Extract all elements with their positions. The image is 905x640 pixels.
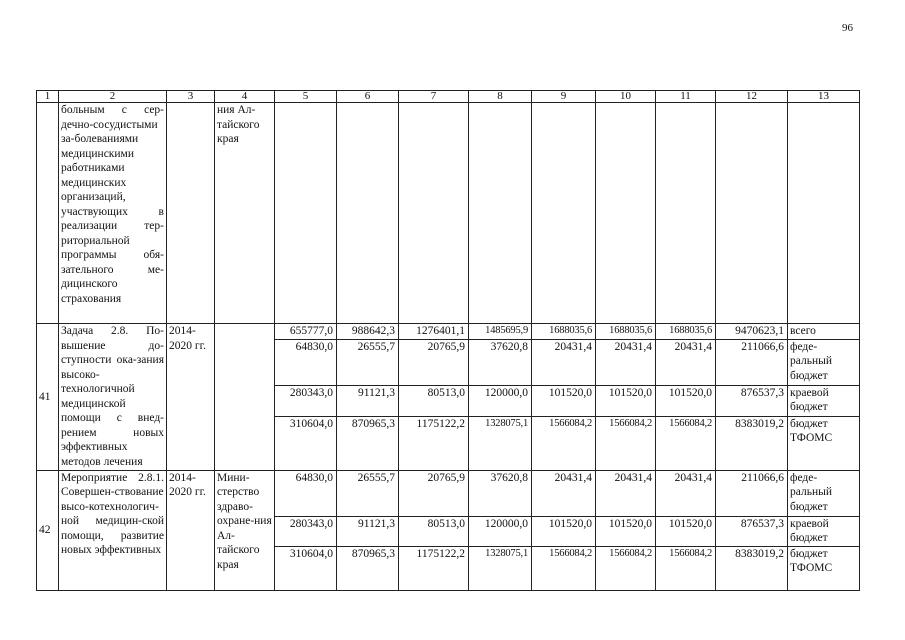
value-cell: 870965,3 <box>337 416 399 470</box>
value-cell: 1566084,2 <box>656 416 716 470</box>
continuation-row <box>37 103 860 324</box>
source-cell: краевой бюджет <box>788 385 860 416</box>
header-cell: 8 <box>469 91 532 103</box>
header-cell: 4 <box>215 91 275 103</box>
source-cell: феде-ральный бюджет <box>788 339 860 385</box>
task-text: Задача 2.8. По-вышение до-ступности ока-зания высоко-технологичной медицинской помощи с внед-рением новых эффективных методов лечения <box>59 324 167 471</box>
empty-cell <box>788 103 860 324</box>
header-row <box>37 91 860 103</box>
value-cell: 1566084,2 <box>532 416 596 470</box>
empty-cell <box>716 103 788 324</box>
value-cell: 1276401,1 <box>399 324 469 340</box>
header-cell: 9 <box>532 91 596 103</box>
value-cell: 91121,3 <box>337 516 399 546</box>
empty-cell <box>399 103 469 324</box>
value-cell: 101520,0 <box>596 385 656 416</box>
header-cell: 11 <box>656 91 716 103</box>
header-cell: 7 <box>399 91 469 103</box>
header-cell: 3 <box>167 91 215 103</box>
header-cell: 5 <box>275 91 337 103</box>
value-cell: 20431,4 <box>656 470 716 516</box>
value-cell: 37620,8 <box>469 339 532 385</box>
source-cell: феде-ральный бюджет <box>788 470 860 516</box>
value-cell: 1566084,2 <box>656 546 716 590</box>
header-cell: 13 <box>788 91 860 103</box>
row-number-cell <box>37 103 59 324</box>
value-cell: 64830,0 <box>275 339 337 385</box>
budget-table <box>36 90 860 591</box>
source-cell: бюджет ТФОМС <box>788 416 860 470</box>
row-number: 41 <box>37 324 59 471</box>
period-cell: 2014-2020 гг. <box>167 324 215 471</box>
value-cell: 280343,0 <box>275 516 337 546</box>
source-cell: всего <box>788 324 860 340</box>
empty-cell <box>532 103 596 324</box>
value-cell: 20431,4 <box>596 470 656 516</box>
value-cell: 80513,0 <box>399 516 469 546</box>
value-cell: 870965,3 <box>337 546 399 590</box>
measure-text: Мероприятие 2.8.1. Совершен-ствование высо-котехнологич-ной медицин-ской помощи, развитие новых эффективных <box>59 470 167 590</box>
period-cell <box>167 103 215 324</box>
executor-cell <box>215 324 275 471</box>
value-cell: 655777,0 <box>275 324 337 340</box>
value-cell: 8383019,2 <box>716 416 788 470</box>
value-cell: 20431,4 <box>656 339 716 385</box>
value-cell: 80513,0 <box>399 385 469 416</box>
value-cell: 101520,0 <box>532 516 596 546</box>
empty-cell <box>275 103 337 324</box>
value-cell: 1566084,2 <box>596 416 656 470</box>
header-cell: 10 <box>596 91 656 103</box>
value-cell: 1566084,2 <box>596 546 656 590</box>
empty-cell <box>596 103 656 324</box>
empty-cell <box>656 103 716 324</box>
value-cell: 1566084,2 <box>532 546 596 590</box>
value-cell: 1175122,2 <box>399 546 469 590</box>
value-cell: 101520,0 <box>656 385 716 416</box>
value-cell: 20431,4 <box>532 339 596 385</box>
empty-cell <box>337 103 399 324</box>
value-cell: 876537,3 <box>716 516 788 546</box>
page-number: 96 <box>842 22 853 34</box>
value-cell: 20765,9 <box>399 470 469 516</box>
value-cell: 37620,8 <box>469 470 532 516</box>
value-cell: 101520,0 <box>596 516 656 546</box>
value-cell: 310604,0 <box>275 546 337 590</box>
source-cell: бюджет ТФОМС <box>788 546 860 590</box>
value-cell: 1688035,6 <box>532 324 596 340</box>
value-cell: 91121,3 <box>337 385 399 416</box>
empty-cell <box>469 103 532 324</box>
value-cell: 64830,0 <box>275 470 337 516</box>
value-cell: 280343,0 <box>275 385 337 416</box>
source-cell: краевой бюджет <box>788 516 860 546</box>
value-cell: 1328075,1 <box>469 416 532 470</box>
value-cell: 1328075,1 <box>469 546 532 590</box>
value-cell: 1688035,6 <box>656 324 716 340</box>
value-cell: 1485695,9 <box>469 324 532 340</box>
row-number: 42 <box>37 470 59 590</box>
budget-table-wrapper <box>36 90 860 591</box>
header-cell: 6 <box>337 91 399 103</box>
value-cell: 876537,3 <box>716 385 788 416</box>
value-cell: 1175122,2 <box>399 416 469 470</box>
table-row <box>37 470 860 516</box>
value-cell: 120000,0 <box>469 385 532 416</box>
value-cell: 211066,6 <box>716 470 788 516</box>
value-cell: 26555,7 <box>337 470 399 516</box>
value-cell: 101520,0 <box>656 516 716 546</box>
value-cell: 310604,0 <box>275 416 337 470</box>
value-cell: 20431,4 <box>532 470 596 516</box>
value-cell: 9470623,1 <box>716 324 788 340</box>
value-cell: 20431,4 <box>596 339 656 385</box>
value-cell: 211066,6 <box>716 339 788 385</box>
executor-cell: ния Ал-тайского края <box>215 103 275 324</box>
period-cell: 2014-2020 гг. <box>167 470 215 590</box>
value-cell: 101520,0 <box>532 385 596 416</box>
value-cell: 1688035,6 <box>596 324 656 340</box>
table-row <box>37 324 860 340</box>
value-cell: 20765,9 <box>399 339 469 385</box>
header-cell: 2 <box>59 91 167 103</box>
continuation-text: больным с сер-дечно-сосудистыми за-болеваниями медицинскими работниками медицинских организаций, участвующих в реализации тер-риториальной программы обя-зательного ме-дицинского страхования <box>59 103 167 324</box>
executor-cell: Мини-стерство здраво-охране-ния Ал-тайского края <box>215 470 275 590</box>
header-cell: 12 <box>716 91 788 103</box>
value-cell: 988642,3 <box>337 324 399 340</box>
value-cell: 8383019,2 <box>716 546 788 590</box>
value-cell: 26555,7 <box>337 339 399 385</box>
value-cell: 120000,0 <box>469 516 532 546</box>
header-cell: 1 <box>37 91 59 103</box>
